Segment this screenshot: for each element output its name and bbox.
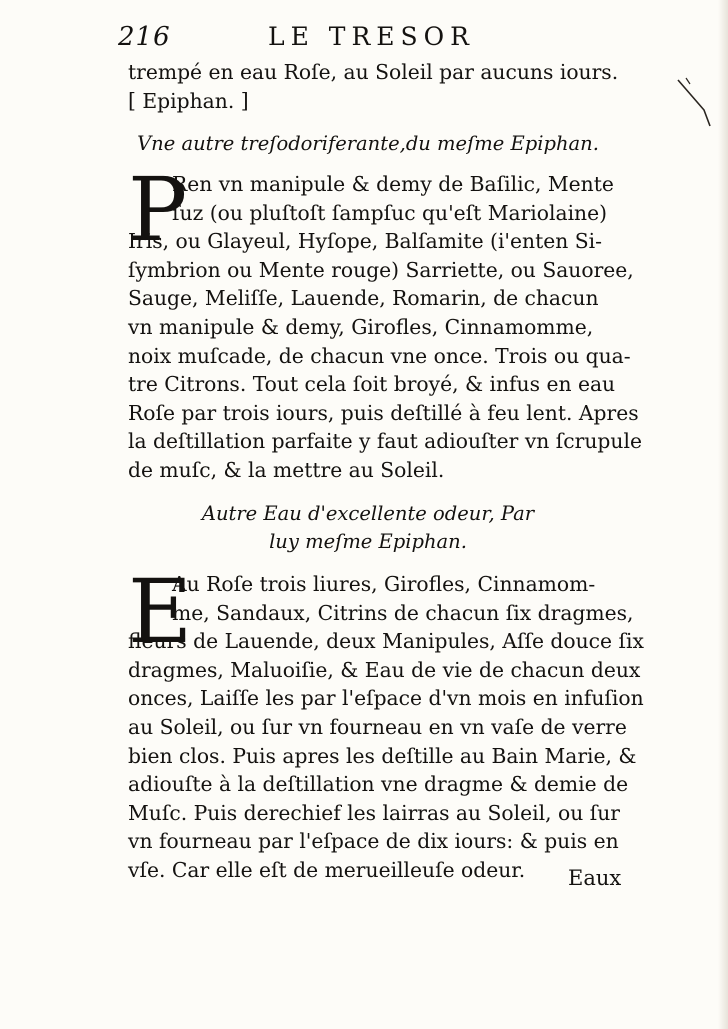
- page-number: 216: [118, 22, 171, 52]
- text-line: noix muſcade, de chacun vne once. Trois ou qua-: [128, 343, 631, 368]
- drop-cap-p: P: [128, 158, 188, 261]
- catchword: Eaux: [568, 866, 622, 890]
- page-header: [118, 22, 638, 56]
- text-line: ſymbrion ou Mente rouge) Sarriette, ou Sauoree,: [128, 257, 634, 282]
- margin-stroke-mark: [676, 76, 716, 132]
- text-line: ſuz (ou pluſtoſt ſampſuc qu'eſt Mariolaine): [172, 200, 608, 225]
- paragraph-1: [128, 58, 628, 115]
- text-line: Sauge, Meliſſe, Lauende, Romarin, de chacun: [128, 286, 599, 311]
- text-line: vſe. Car elle eſt de merueilleuſe odeur.: [128, 857, 526, 882]
- text-line: vn fourneau par l'eſpace de dix iours: & puis en: [128, 829, 619, 854]
- section-heading-2: [128, 500, 608, 556]
- text-line: [ Epiphan. ]: [128, 88, 249, 113]
- text-line: Roſe par trois iours, puis deſtillé à feu lent. Apres: [128, 400, 639, 425]
- text-line: trempé en eau Roſe, au Soleil par aucuns iours.: [128, 60, 619, 84]
- text-line: au Soleil, ou ſur vn fourneau en vn vaſe de verre: [128, 714, 627, 739]
- page-edge-shadow: [718, 0, 728, 1029]
- text-line: la deſtillation parfaite y faut adiouſter vn ſcrupule: [128, 429, 642, 454]
- drop-cap-e: E: [128, 560, 193, 663]
- section-heading-1: Vne autre treſodoriferante,du meſme Epiphan.: [137, 132, 599, 155]
- text-line: de muſc, & la mettre au Soleil.: [128, 457, 445, 482]
- text-line: Iris, ou Glayeul, Hyſope, Balſamite (i'enten Si-: [128, 229, 602, 254]
- text-line: fleurs de Lauende, deux Manipules, Aſſe douce ſix: [128, 629, 644, 654]
- paragraph-3: [128, 560, 644, 885]
- heading-line: luy meſme Epiphan.: [269, 530, 467, 553]
- text-line: dragmes, Maluoiſie, & Eau de vie de chacun deux: [128, 657, 641, 682]
- paragraph-2: [128, 170, 642, 485]
- text-line: Muſc. Puis derechief les lairras au Soleil, ou ſur: [128, 800, 620, 825]
- text-line: Ren vn manipule & demy de Baſilic, Mente: [172, 172, 614, 196]
- text-line: Au Roſe trois liures, Girofles, Cinnamom-: [172, 572, 596, 596]
- text-line: bien clos. Puis apres les deſtille au Bain Marie, &: [128, 743, 637, 768]
- text-line: me, Sandaux, Citrins de chacun ſix dragmes,: [172, 600, 634, 625]
- running-title: LE TRESOR: [268, 22, 475, 51]
- text-line: tre Citrons. Tout cela ſoit broyé, & infus en eau: [128, 372, 616, 397]
- heading-line: Autre Eau d'excellente odeur, Par: [201, 502, 535, 525]
- text-line: vn manipule & demy, Girofles, Cinnamomme,: [128, 314, 594, 339]
- text-line: adiouſte à la deſtillation vne dragme & demie de: [128, 772, 629, 797]
- text-line: onces, Laiſſe les par l'eſpace d'vn mois en infuſion: [128, 686, 644, 711]
